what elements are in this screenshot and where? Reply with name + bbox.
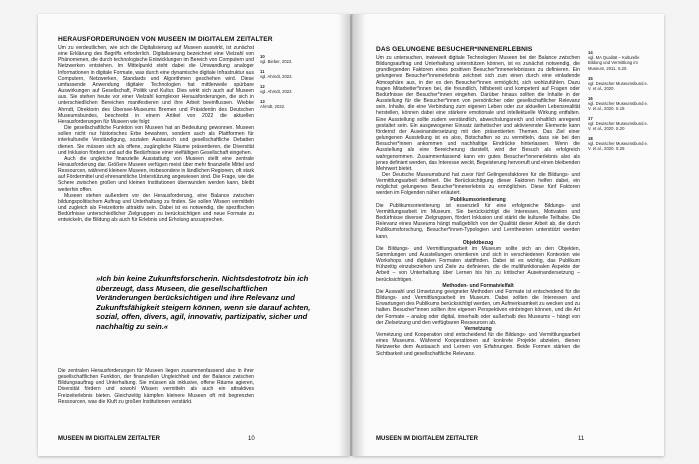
right-sidenotes bbox=[588, 50, 654, 170]
section-body: Die Bildungs- und Vermittlungsarbeit im Museum sollte sich an den Objekten, Sammlungen und Ausstellungen orientieren und sich in verschiedenen Kontexten wie Workshops und digitalen Formaten stattfinden. Dabei ist es wichtig, das Publikum frühzeitig einzubeziehen und Ziele zu definieren, die die multifunktionalen Aspekte der Arbeit – von Unterhaltung über Lernen bis hin zu kritischer Auseinandersetzung – berücksichtigen. bbox=[376, 245, 580, 283]
sidenote: 10 vgl. Bieber, 2022. bbox=[260, 54, 293, 65]
section-title: Publikumsorientierung bbox=[450, 196, 506, 203]
section-title: Objektbezug bbox=[462, 239, 494, 246]
sidenote: 14 vgl. MA Qualität – Kulturelle Bildung und Vermittlung im Museum, 2011, S.20. bbox=[588, 50, 640, 71]
sidenote: 11 vgl. Ahrndt, 2022. bbox=[260, 69, 293, 80]
sidenote: 18 vgl. Deutscher Museumsbund e. V. et al., 2020. S.28 bbox=[588, 136, 649, 152]
left-sidenotes bbox=[260, 54, 330, 134]
right-page-number: 11 bbox=[578, 436, 585, 442]
left-paragraph: Die gesellschaftliche Funktion von Museen hat an Bedeutung gewonnen. Museen sollen nicht nur historisches Erbe bewahren, sondern auch als Plattformen für interkulturelle Verständigung, sozialen Austausch und gesellschaftliche Debatten dienen. Sie müssen sich als offene, zugängliche Räume präsentieren, die Diversität und Inklusion fördern und auf die Bedürfnisse einer vielfältigen Gesellschaft eingehen. bbox=[58, 125, 254, 156]
section-body: Die Auswahl und Umsetzung geeigneter Methoden und Formate ist entscheidend für die Bildungs- und Vermittlungsarbeit im Museum. Dabei sollten die Interessen und Erwartungen des Publikums berücksichtigt werden, um Aufmerksamkeit zu wecken und zu halten. Besucher*innen sollten ihre eigenen Perspektiven einbringen können, und die Art der Formate – analog oder digital, innerhalb oder außerhalb des Museums – hängt von der Zielsetzung und den verfügbaren Ressourcen ab. bbox=[376, 288, 580, 326]
right-paragraph: Der Deutsche Museumsbund hat zuvor fünf Gelingensfaktoren für die Bildungs- und Vermittlungsarbeit definiert. Die Berücksichtigung dieser Faktoren helfen dabei, ein möglichst gelungenes Besucher*innenerlebnis zu ermöglichen. Diese fünf Faktoren werden im Folgenden näher erläutert. bbox=[376, 171, 580, 197]
right-body-text bbox=[376, 55, 580, 427]
pull-quote: »Ich bin keine Zukunftsforscherin. Nichtsdestotrotz bin ich überzeugt, dass Museen, die gesellschaftlichen Veränderungen berücksichtigen und ihre Relevanz und Zukunftsfähigkeit steigern können, wenn sie darauf achten, sozial, offen, divers, agil, innovativ, partizipativ, sicher und nachhaltig zu sein.« bbox=[96, 274, 311, 331]
left-closing-paragraph: Die zentralen Herausforderungen für Museen liegen zusammenfassend also in ihrer gesellschaftlichen Funktion, der finanziellen Ungleichheit und der Balance zwischen Bildungsauftrag und Unterhaltung. Sie müssen als inklusive, offene Räume agieren, Diversität fördern und sowohl Wissen vermitteln als auch ein attraktives Freizeiterlebnis bieten. Gleichzeitig kämpfen kleinere Museen oft mit begrenzten Ressourcen, was die Kluft zu großen Institutionen verstärkt. bbox=[58, 368, 254, 405]
right-page bbox=[352, 14, 664, 456]
right-paragraph: Um zu untersuchen, inwieweit digitale Technologien Museen bei der Balance zwischen Bildungsauftrag und Unterhaltung unterstützen können, ist es zunächst notwendig, die grundlegenden Faktoren eines positiven Besucher*innenerlebnisses zu definieren. Ein gelungenes Besucher*innenerlebnis zeichnet sich zum einen durch eine einladende Atmosphäre aus, in der es den Besucher*innen ermöglicht, sich wohlzufühlen. Dazu tragen Mitarbeiter*innen bei, die freundlich, hilfsbereit und kompetent auf Fragen oder Bedürfnisse der Besucher*innen eingehen. Darüber hinaus sollten die Inhalte in der Ausstellung für die Besucher*innen von persönlicher oder gesellschaftlicher Relevanz sein. Inhalte, die eine Verbindung zum eigenen Leben oder zur aktuellen Lebensrealität herstellen, können dabei eine stärkere emotionale und intellektuelle Wirkung entfalten. Eine Ausstellung sollte zudem verständlich, abwechslungsreich und inhaltlich anregend gestaltet sein. Ein ausgewogener Einsatz ästhetischer und aktivierender Elemente kann fördernd der Auseinandersetzung mit den präsentierten Themen. Das Ziel einer gelungenen Ausstellung ist es also, Botschaften so zu vermitteln, dass sie bei den Besucher*innen ankommen und nachhaltige Eindrücke hinterlassen. Wenn die Ausstellung als eine Bereicherung darstellt, wird der Besuch als erfolgreich wahrgenommen. Zusammenfassend kann ein gutes Besucher*innenerlebnis also als jenes definiert werden, das Interesse weckt, Begeisterung hervorruft und einen bleibenden Mehrwert bietet. bbox=[376, 55, 580, 172]
left-paragraph: Auch die ungleiche finanzielle Ausstattung von Museen stellt eine zentrale Herausforderung dar. Größere Museen verfügen meist über mehr finanzielle Mittel und Ressourcen, während kleinere Museen, insbesondere in ländlichen Regionen, oft stark auf Fördermittel und ehrenamtliche Unterstützung angewiesen sind. Die Frage, wie die Schere zwischen großen und kleinen Institutionen überwunden werden kann, bleibt weiterhin offen. bbox=[58, 155, 254, 193]
open-book bbox=[38, 14, 664, 456]
right-footer: MUSEEN IM DIGITALEM ZEITALTER bbox=[376, 436, 478, 442]
section-body: Die Publikumsorientierung ist essenziell für eine erfolgreiche Bildungs- und Vermittlungsarbeit im Museum. Sie berücksichtigt die Interessen, Motivation und Bedürfnisse diverser Zielgruppen, fördert Inklusion und stärkt die kulturelle Teilhabe. Die Relevanz eines Museums hängt maßgeblich von der Qualität dieser Arbeit ab, die durch Publikumsforschung, Besucher*innen-Typologien und Lerntheorien unterstützt werden kann. bbox=[376, 202, 580, 240]
left-page bbox=[38, 14, 350, 456]
section-title: Vernetzung bbox=[464, 325, 492, 332]
left-closing-text bbox=[58, 368, 254, 424]
left-paragraph: Museen stehen außerdem vor der Herausforderung, eine Balance zwischen bildungspolitischem Auftrag und Unterhaltung zu finden. Sie sollen Wissen vermitteln und zugleich als Freizeitorte attraktiv sein. Dabei ist es notwendig, die spezifischen Bedürfnisse unterschiedlicher Zielgruppen zu berücksichtigen und neue Formate zu entwickeln, die Bildung als auch für Erlebnis und Erholung anzusprechen. bbox=[58, 192, 254, 224]
section-body: Vernetzung und Kooperation sind entscheidend für die Bildungs- und Vermittlungsarbeit eines Museums. Während Kooperationen auf konkrete Projekte abzielen, dienen Netzwerke dem Austausch und Lernen von Erfahrungen. Beide Formen stärken die Sichtbarkeit und gesellschaftliche Relevanz. bbox=[376, 332, 580, 357]
sidenote: 15 vgl. Deutscher Museumsbund e. V. et al., 2020. bbox=[588, 76, 649, 92]
left-paragraph: Um zu verdeutlichen, wie sich die Digitalisierung auf Museen auswirkt, ist zunächst eine Erklärung des Begriffs erforderlich. Digitalisierung bezeichnet eine Vielzahl von Phänomenen, die durch technologische Entwicklungen im Bereich von Computern und Netzwerken entstehen. Im Mittelpunkt steht dabei die Umwandlung analoger Informationen in digitale Formate, was durch eine dynamische digitale Infrastruktur aus Computern, Netzwerken, Standards und Algorithmen geschehen wird. Diese umfassende Anwendung digitaler Technologien hat mittlerweile spürbare Auswirkungen auf Gesellschaft, Politik und Kultur. Dies wirkt sich auch auf Museen aus. Sie stehen heute vor einer Vielzahl komplexer Herausforderungen, die sich in unterschiedlichen Bereichen manifestieren und ihre Arbeit beeinflussen. Wiebke Ahrndt, Direktorin des Übersee-Museums Bremen und Präsidentin des Deutschen Museumsbundes, beschreibt in einem Artikel von 2022 die aktuellen Herausforderungen für Museen wie folgt: bbox=[58, 45, 254, 125]
right-page-heading: DAS GELUNGENE BESUCHER*INNENERLEBNIS bbox=[376, 46, 533, 53]
left-body-text bbox=[58, 45, 254, 269]
sidenote: 16 vgl. Deutscher Museumsbund e. V. et al., 2020. S.18 bbox=[588, 96, 649, 112]
left-page-heading: HERAUSFORDERUNGEN VON MUSEEN IM DIGITALEM ZEITALTER bbox=[58, 36, 273, 43]
sidenote: 12 vgl. Ahrndt, 2022. bbox=[260, 84, 293, 95]
sidenote: 13 Ahrndt, 2022. bbox=[260, 99, 286, 110]
left-footer: MUSEEN IM DIGITALEM ZEITALTER bbox=[58, 436, 160, 442]
section-title: Methoden- und Formatvielfalt bbox=[442, 282, 514, 289]
sidenote: 17 vgl. Deutscher Museumsbund e. V. et al., 2020. S.20 bbox=[588, 116, 649, 132]
left-page-number: 10 bbox=[248, 436, 255, 442]
